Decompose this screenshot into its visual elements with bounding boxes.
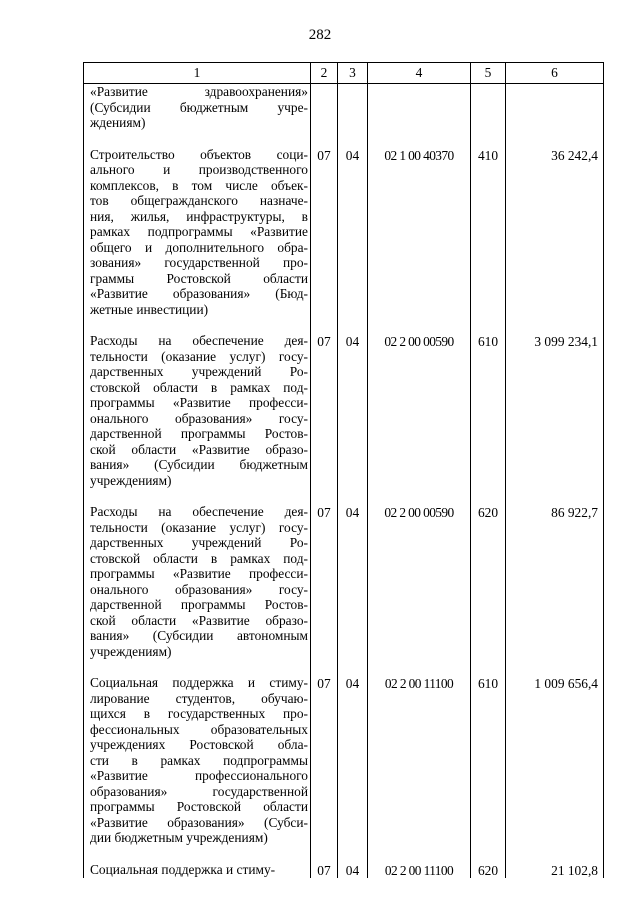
subsection-code-cell — [338, 84, 368, 131]
spacer-cell — [506, 488, 604, 504]
description-cell — [84, 84, 311, 131]
description-line: Расходы на обеспечение дея- — [90, 333, 308, 348]
spacer-cell — [368, 488, 471, 504]
description-cell — [84, 862, 311, 879]
spacer-cell — [84, 846, 311, 862]
description-line: «Развитие образования» (Бюд- — [90, 286, 308, 301]
description-line: рамках подпрограммы «Развитие — [90, 224, 308, 239]
spacer-cell — [471, 131, 506, 147]
expense-type-cell: 610 — [471, 333, 506, 488]
description-line: Социальная поддержка и стиму- — [90, 861, 276, 877]
target-article-cell: 02 2 00 11100 — [368, 675, 471, 846]
description-line: дарственной программы Ростов- — [90, 597, 308, 612]
column-header: 4 — [368, 63, 471, 84]
spacer-cell — [311, 659, 338, 675]
description-line: Социальная поддержка и стиму- — [90, 675, 308, 690]
spacer-cell — [471, 317, 506, 333]
spacer-cell — [311, 131, 338, 147]
spacer-cell — [84, 659, 311, 675]
target-article-cell: 02 2 00 11100 — [368, 862, 471, 879]
section-code-cell: 07 — [311, 147, 338, 318]
description-line: сти в рамках подпрограммы — [90, 752, 308, 768]
target-article-cell: 02 2 00 00590 — [368, 504, 471, 659]
description-line: тельности (оказание услуг) госу- — [90, 519, 308, 535]
description-line: комплексов, в том числе объек- — [90, 177, 308, 193]
description-line: вания» (Субсидии автономным — [90, 628, 308, 643]
description-line: «Развитие здравоохранения» — [90, 84, 308, 99]
table-row — [84, 333, 604, 488]
spacer-cell — [311, 488, 338, 504]
row-spacer — [84, 131, 604, 147]
description-line: общего и дополнительного обра- — [90, 239, 308, 255]
spacer-cell — [311, 317, 338, 333]
subsection-code-cell: 04 — [338, 504, 368, 659]
column-header: 1 — [84, 63, 311, 84]
description-line: Расходы на обеспечение дея- — [90, 504, 308, 519]
description-line: тельности (оказание услуг) госу- — [90, 348, 308, 364]
description-line: лирование студентов, обучаю- — [90, 690, 308, 706]
table-body — [84, 84, 604, 879]
description-line: граммы Ростовской области — [90, 270, 308, 286]
table-row — [84, 147, 604, 318]
table-row — [84, 84, 604, 131]
description-line: дарственной программы Ростов- — [90, 426, 308, 441]
page-number: 282 — [308, 27, 332, 43]
amount-cell: 21 102,8 — [506, 862, 604, 879]
section-code-cell: 07 — [311, 675, 338, 846]
description-line: вания» (Субсидии бюджетным — [90, 457, 308, 472]
spacer-cell — [471, 488, 506, 504]
description-line: образования» государственной — [90, 783, 308, 799]
description-line: Строительство объектов соци- — [90, 146, 308, 162]
target-article-cell — [368, 84, 471, 131]
row-spacer — [84, 317, 604, 333]
description-line: зования» государственной про- — [90, 255, 308, 270]
description-line: щихся в государственных про- — [90, 706, 308, 721]
subsection-code-cell: 04 — [338, 147, 368, 318]
spacer-cell — [84, 131, 311, 147]
description-line: ния, жилья, инфраструктуры, в — [90, 208, 308, 224]
description-line: (Субсидии бюджетным учре- — [90, 99, 308, 115]
description-line: онального образования» госу- — [90, 410, 308, 426]
description-cell — [84, 675, 311, 846]
description-cell — [84, 147, 311, 318]
section-code-cell: 07 — [311, 333, 338, 488]
description-line: жетные инвестиции) — [90, 301, 209, 317]
amount-cell: 86 922,7 — [506, 504, 604, 659]
spacer-cell — [84, 317, 311, 333]
description-line: ской области «Развитие образо- — [90, 612, 308, 628]
subsection-code-cell: 04 — [338, 862, 368, 879]
row-spacer — [84, 659, 604, 675]
table-row — [84, 504, 604, 659]
amount-cell: 36 242,4 — [506, 147, 604, 318]
spacer-cell — [338, 659, 368, 675]
description-line: стовской области в рамках под- — [90, 550, 308, 566]
description-line: онального образования» госу- — [90, 581, 308, 597]
expense-type-cell — [471, 84, 506, 131]
spacer-cell — [368, 846, 471, 862]
description-line: фессиональных образовательных — [90, 721, 308, 737]
spacer-cell — [506, 846, 604, 862]
expense-type-cell: 620 — [471, 862, 506, 879]
spacer-cell — [84, 488, 311, 504]
description-line: программы «Развитие професси- — [90, 395, 308, 410]
target-article-cell: 02 2 00 00590 — [368, 333, 471, 488]
section-code-cell: 07 — [311, 862, 338, 879]
table-row — [84, 862, 604, 879]
target-article-cell: 02 1 00 40370 — [368, 147, 471, 318]
description-line: «Развитие образования» (Субси- — [90, 814, 308, 830]
description-line: стовской области в рамках под- — [90, 379, 308, 395]
subsection-code-cell: 04 — [338, 333, 368, 488]
description-line: программы «Развитие професси- — [90, 566, 308, 581]
spacer-cell — [311, 846, 338, 862]
amount-cell: 1 009 656,4 — [506, 675, 604, 846]
spacer-cell — [368, 659, 471, 675]
description-line: учреждениям) — [90, 472, 172, 488]
spacer-cell — [506, 317, 604, 333]
description-line: ждениям) — [90, 115, 146, 130]
row-spacer — [84, 846, 604, 862]
description-cell — [84, 333, 311, 488]
description-line: программы Ростовской области — [90, 799, 308, 814]
description-line: ской области «Развитие образо- — [90, 441, 308, 457]
description-line: дарственных учреждений Ро- — [90, 535, 308, 550]
spacer-cell — [338, 846, 368, 862]
amount-cell: 3 099 234,1 — [506, 333, 604, 488]
expense-type-cell: 410 — [471, 147, 506, 318]
section-code-cell — [311, 84, 338, 131]
expense-type-cell: 620 — [471, 504, 506, 659]
budget-table — [83, 62, 604, 878]
spacer-cell — [338, 317, 368, 333]
description-line: дарственных учреждений Ро- — [90, 364, 308, 379]
description-line: «Развитие профессионального — [90, 768, 308, 783]
subsection-code-cell: 04 — [338, 675, 368, 846]
amount-cell — [506, 84, 604, 131]
column-header: 2 — [311, 63, 338, 84]
table-row — [84, 675, 604, 846]
column-header: 6 — [506, 63, 604, 84]
description-line: учреждениях Ростовской обла- — [90, 737, 308, 752]
spacer-cell — [338, 488, 368, 504]
section-code-cell: 07 — [311, 504, 338, 659]
description-line: учреждениям) — [90, 643, 172, 659]
table-header-row — [84, 63, 604, 84]
spacer-cell — [368, 317, 471, 333]
description-line: дии бюджетным учреждениям) — [90, 830, 268, 845]
spacer-cell — [471, 659, 506, 675]
description-cell — [84, 504, 311, 659]
spacer-cell — [368, 131, 471, 147]
description-line: ального и производственного — [90, 162, 308, 177]
spacer-cell — [506, 131, 604, 147]
row-spacer — [84, 488, 604, 504]
column-header: 3 — [338, 63, 368, 84]
column-header: 5 — [471, 63, 506, 84]
spacer-cell — [506, 659, 604, 675]
spacer-cell — [471, 846, 506, 862]
spacer-cell — [338, 131, 368, 147]
description-line: тов общегражданского назначе- — [90, 193, 308, 208]
expense-type-cell: 610 — [471, 675, 506, 846]
